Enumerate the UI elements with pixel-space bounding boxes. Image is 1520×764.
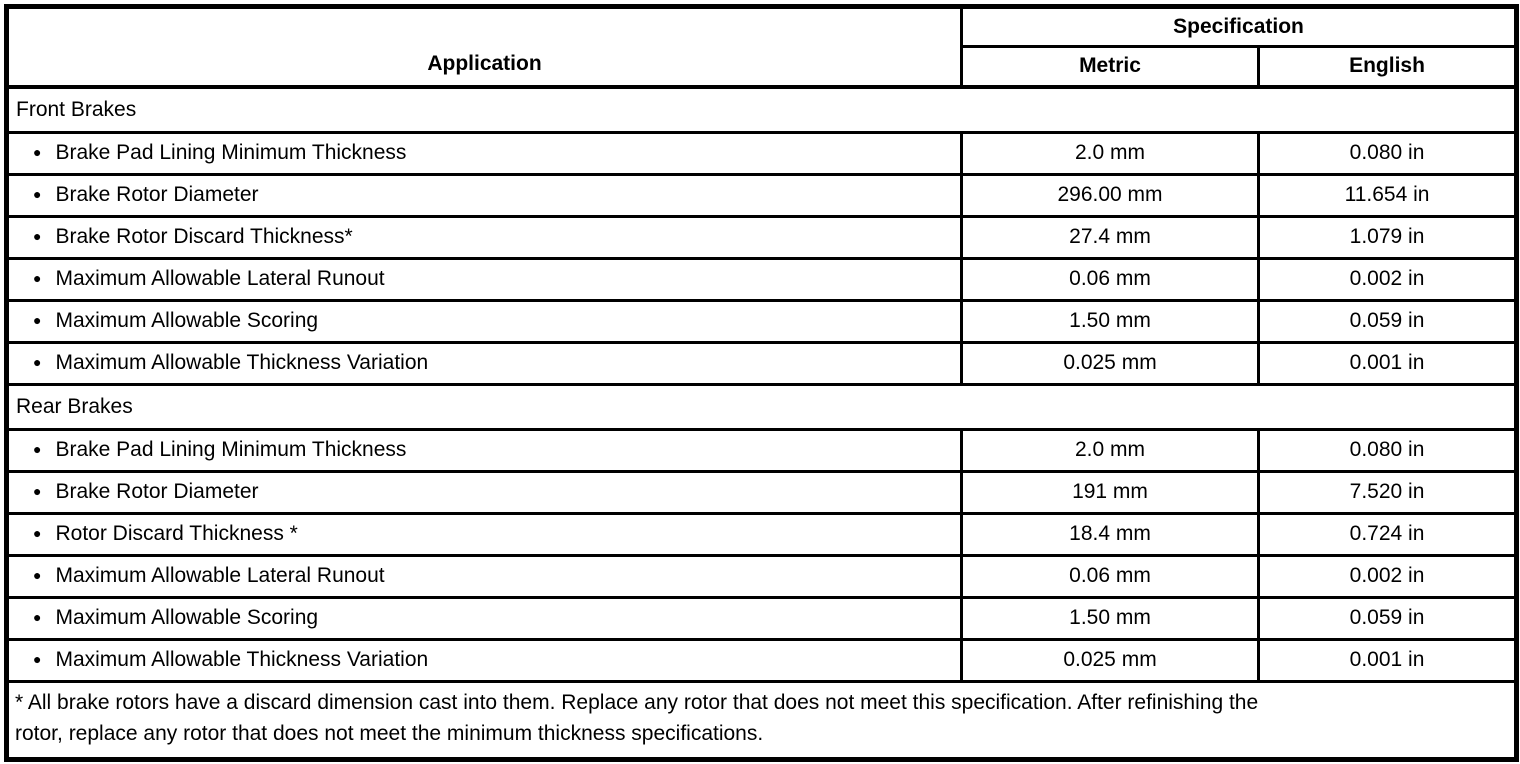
specification-header: Specification — [962, 7, 1517, 47]
application-label: Rotor Discard Thickness * — [55, 522, 298, 545]
section-title: Rear Brakes — [7, 384, 1517, 429]
section-title: Front Brakes — [7, 87, 1517, 133]
metric-value: 0.06 mm — [962, 555, 1259, 597]
english-value: 0.059 in — [1259, 597, 1517, 639]
application-label: Maximum Allowable Lateral Runout — [55, 564, 385, 587]
section-row-front-brakes — [7, 87, 1517, 133]
bullet-icon: ● — [33, 482, 42, 499]
application-label: Brake Rotor Diameter — [55, 183, 259, 206]
english-value: 0.724 in — [1259, 513, 1517, 555]
application-label: Maximum Allowable Thickness Variation — [55, 351, 429, 374]
application-label: Brake Pad Lining Minimum Thickness — [55, 141, 407, 164]
application-label: Maximum Allowable Lateral Runout — [55, 267, 385, 290]
bullet-icon: ● — [33, 185, 42, 202]
bullet-icon: ● — [33, 353, 42, 370]
footnote-row — [7, 681, 1517, 759]
table-row — [7, 174, 1517, 216]
table-row — [7, 513, 1517, 555]
metric-value: 1.50 mm — [962, 597, 1259, 639]
bullet-icon: ● — [33, 440, 42, 457]
english-value: 0.059 in — [1259, 300, 1517, 342]
table-row — [7, 258, 1517, 300]
bullet-icon: ● — [33, 143, 42, 160]
application-cell — [7, 639, 962, 681]
bullet-icon: ● — [33, 650, 42, 667]
bullet-icon: ● — [33, 311, 42, 328]
metric-value: 2.0 mm — [962, 429, 1259, 471]
metric-value: 296.00 mm — [962, 174, 1259, 216]
table-row — [7, 555, 1517, 597]
application-label: Brake Rotor Discard Thickness* — [55, 225, 353, 248]
english-value: 7.520 in — [1259, 471, 1517, 513]
bullet-icon: ● — [33, 227, 42, 244]
application-cell — [7, 300, 962, 342]
table-row — [7, 639, 1517, 681]
bullet-icon: ● — [33, 269, 42, 286]
application-cell — [7, 216, 962, 258]
english-value: 0.001 in — [1259, 342, 1517, 384]
english-header: English — [1259, 47, 1517, 87]
application-label: Maximum Allowable Scoring — [55, 606, 319, 629]
metric-header: Metric — [962, 47, 1259, 87]
metric-value: 0.025 mm — [962, 639, 1259, 681]
table-row — [7, 471, 1517, 513]
metric-value: 191 mm — [962, 471, 1259, 513]
application-cell — [7, 471, 962, 513]
english-value: 11.654 in — [1259, 174, 1517, 216]
table-row — [7, 342, 1517, 384]
application-cell — [7, 258, 962, 300]
english-value: 1.079 in — [1259, 216, 1517, 258]
english-value: 0.001 in — [1259, 639, 1517, 681]
application-label: Maximum Allowable Scoring — [55, 309, 319, 332]
application-cell — [7, 342, 962, 384]
section-row-rear-brakes — [7, 384, 1517, 429]
bullet-icon: ● — [33, 608, 42, 625]
metric-value: 27.4 mm — [962, 216, 1259, 258]
application-header: Application — [7, 7, 962, 87]
metric-value: 0.06 mm — [962, 258, 1259, 300]
table-row — [7, 429, 1517, 471]
table-row — [7, 132, 1517, 174]
application-cell — [7, 429, 962, 471]
application-cell — [7, 513, 962, 555]
table-row — [7, 300, 1517, 342]
application-cell — [7, 174, 962, 216]
table-row — [7, 216, 1517, 258]
application-cell — [7, 132, 962, 174]
bullet-icon: ● — [33, 524, 42, 541]
footnote — [7, 681, 1517, 759]
metric-value: 1.50 mm — [962, 300, 1259, 342]
footnote-line-1: * All brake rotors have a discard dimension cast into them. Replace any rotor that does not meet this specification. After refinishing the — [15, 690, 1259, 714]
english-value: 0.080 in — [1259, 132, 1517, 174]
table-row — [7, 597, 1517, 639]
english-value: 0.002 in — [1259, 555, 1517, 597]
brake-specifications-table — [4, 4, 1519, 762]
bullet-icon: ● — [33, 566, 42, 583]
footnote-line-2: rotor, replace any rotor that does not meet the minimum thickness specifications. — [15, 721, 764, 745]
application-label: Brake Pad Lining Minimum Thickness — [55, 438, 407, 461]
application-cell — [7, 597, 962, 639]
application-label: Brake Rotor Diameter — [55, 480, 259, 503]
english-value: 0.080 in — [1259, 429, 1517, 471]
metric-value: 0.025 mm — [962, 342, 1259, 384]
application-label: Maximum Allowable Thickness Variation — [55, 648, 429, 671]
header-row-specification — [7, 7, 1517, 47]
metric-value: 18.4 mm — [962, 513, 1259, 555]
english-value: 0.002 in — [1259, 258, 1517, 300]
metric-value: 2.0 mm — [962, 132, 1259, 174]
application-cell — [7, 555, 962, 597]
